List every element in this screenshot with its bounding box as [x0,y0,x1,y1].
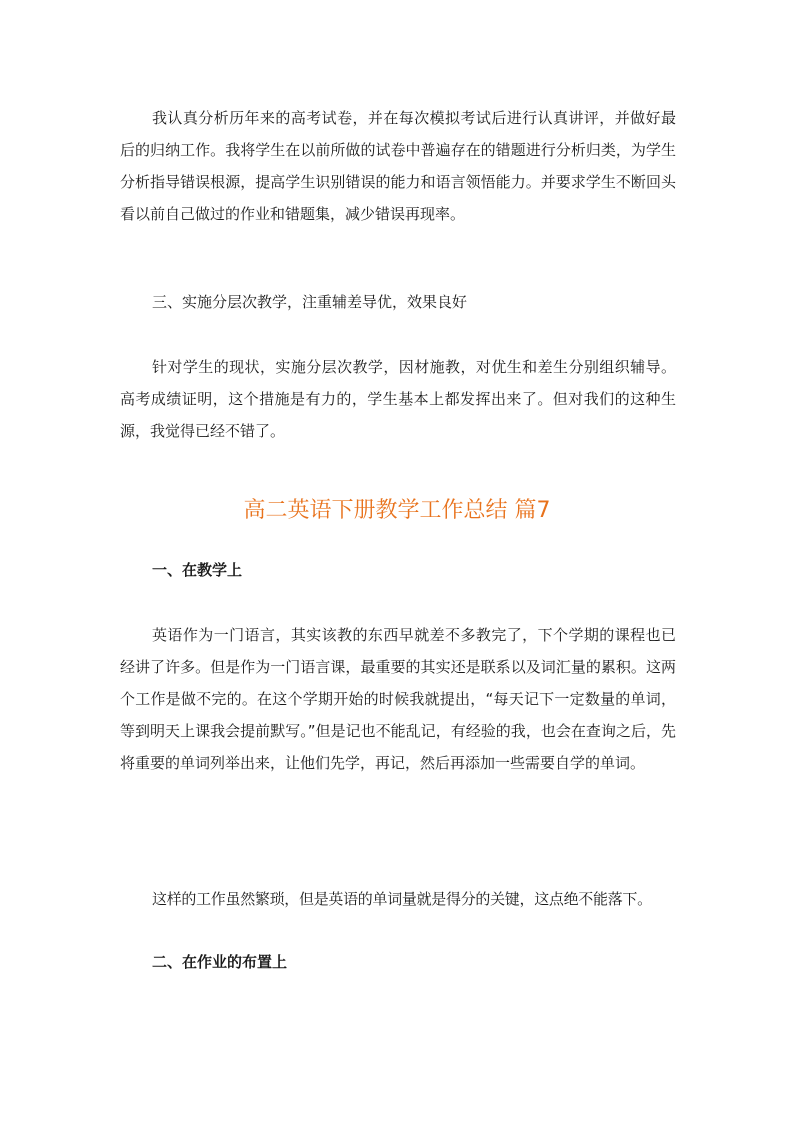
paragraph-exam-analysis: 我认真分析历年来的高考试卷，并在每次模拟考试后进行认真讲评，并做好最后的归纳工作。我将学生在以前所做的试卷中普遍存在的错题进行分析归类，为学生分析指导错误根源，提高学生识别错误的能力和语言领悟能力。并要求学生不断回头看以前自己做过的作业和错题集，减少错误再现率。 [120,109,676,223]
subheading-teaching: 一、在教学上 [152,561,243,579]
subheading-homework: 二、在作业的布置上 [152,953,288,971]
heading-layered-teaching: 三、实施分层次教学，注重辅差导优，效果良好 [152,293,468,311]
paragraph-layered-teaching: 针对学生的现状，实施分层次教学，因材施教，对优生和差生分别组织辅导。高考成绩证明，这个措施是有力的，学生基本上都发挥出来了。但对我们的这种生源，我觉得已经不错了。 [120,358,676,440]
paragraph-vocabulary: 英语作为一门语言，其实该教的东西早就差不多教完了，下个学期的课程也已经讲了许多。但是作为一门语言课，最重要的其实还是联系以及词汇量的累积。这两个工作是做不完的。在这个学期开始的时候我就提出，“每天记下一定数量的单词，等到明天上课我会提前默写。”但是记也不能乱记，有经验的我，也会在查询之后，先将重要的单词列举出来，让他们先学，再记，然后再添加一些需要自学的单词。 [120,626,676,772]
paragraph-vocabulary-key: 这样的工作虽然繁琐，但是英语的单词量就是得分的关键，这点绝不能落下。 [152,890,652,908]
section-title: 高二英语下册教学工作总结 篇7 [243,498,551,523]
